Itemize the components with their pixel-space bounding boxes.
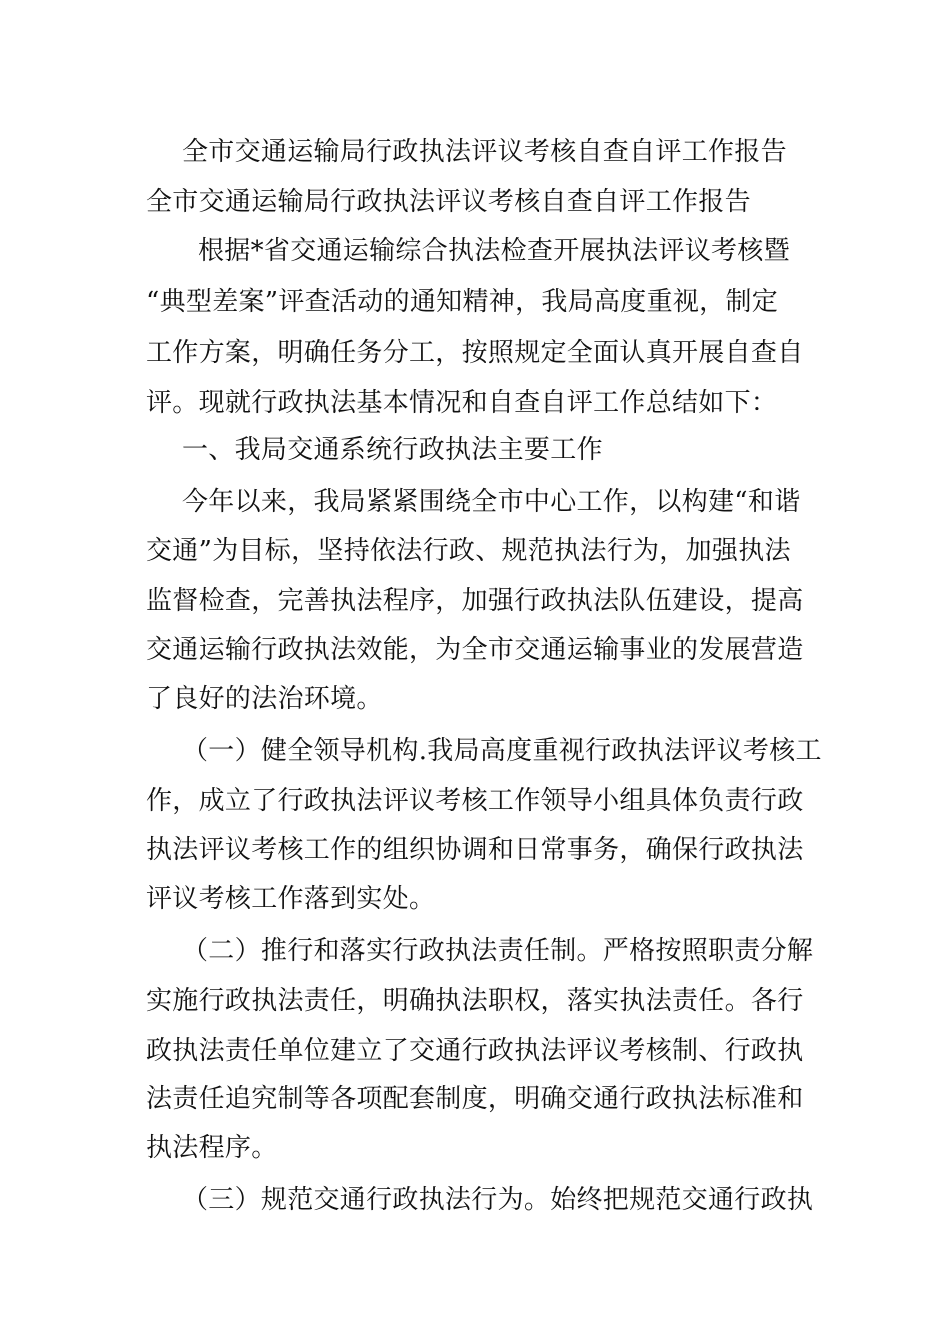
body-line: 法责任追究制等各项配套制度，明确交通行政执法标准和 [146,1084,804,1114]
body-line: 工作方案，明确任务分工，按照规定全面认真开展自查自 [146,338,804,368]
body-line: 作，成立了行政执法评议考核工作领导小组具体负责行政 [146,786,804,816]
body-line: 实施行政执法责任，明确执法职权，落实执法责任。各行 [146,986,804,1016]
body-line: 政执法责任单位建立了交通行政执法评议考核制、行政执 [146,1036,804,1066]
document-title-repeat: 全市交通运输局行政执法评议考核自查自评工作报告 [146,187,751,217]
section-heading: 一、我局交通系统行政执法主要工作 [182,435,603,465]
body-line: 了良好的法治环境。 [146,684,383,714]
body-line: 交通运输行政执法效能，为全市交通运输事业的发展营造 [146,635,804,665]
body-line: 执法程序。 [146,1133,278,1163]
body-line: 执法评议考核工作的组织协调和日常事务，确保行政执法 [146,835,804,865]
body-line: 监督检查，完善执法程序，加强行政执法队伍建设，提高 [146,586,804,616]
body-line: 评议考核工作落到实处。 [146,884,436,914]
body-line: （一）健全领导机构.我局高度重视行政执法评议考核工 [182,736,822,766]
body-line: （二）推行和落实行政执法责任制。严格按照职责分解 [182,936,814,966]
body-line: 今年以来，我局紧紧围绕全市中心工作，以构建“和谐 [182,487,801,517]
body-line: 交通”为目标，坚持依法行政、规范执法行为，加强执法 [146,536,791,566]
body-line: “典型差案”评查活动的通知精神，我局高度重视，制定 [146,287,779,317]
body-line: 根据*省交通运输综合执法检查开展执法评议考核暨 [198,236,790,266]
body-line: （三）规范交通行政执法行为。始终把规范交通行政执 [182,1185,814,1215]
document-title: 全市交通运输局行政执法评议考核自查自评工作报告 [182,137,787,167]
body-line: 评。现就行政执法基本情况和自查自评工作总结如下： [146,388,778,418]
